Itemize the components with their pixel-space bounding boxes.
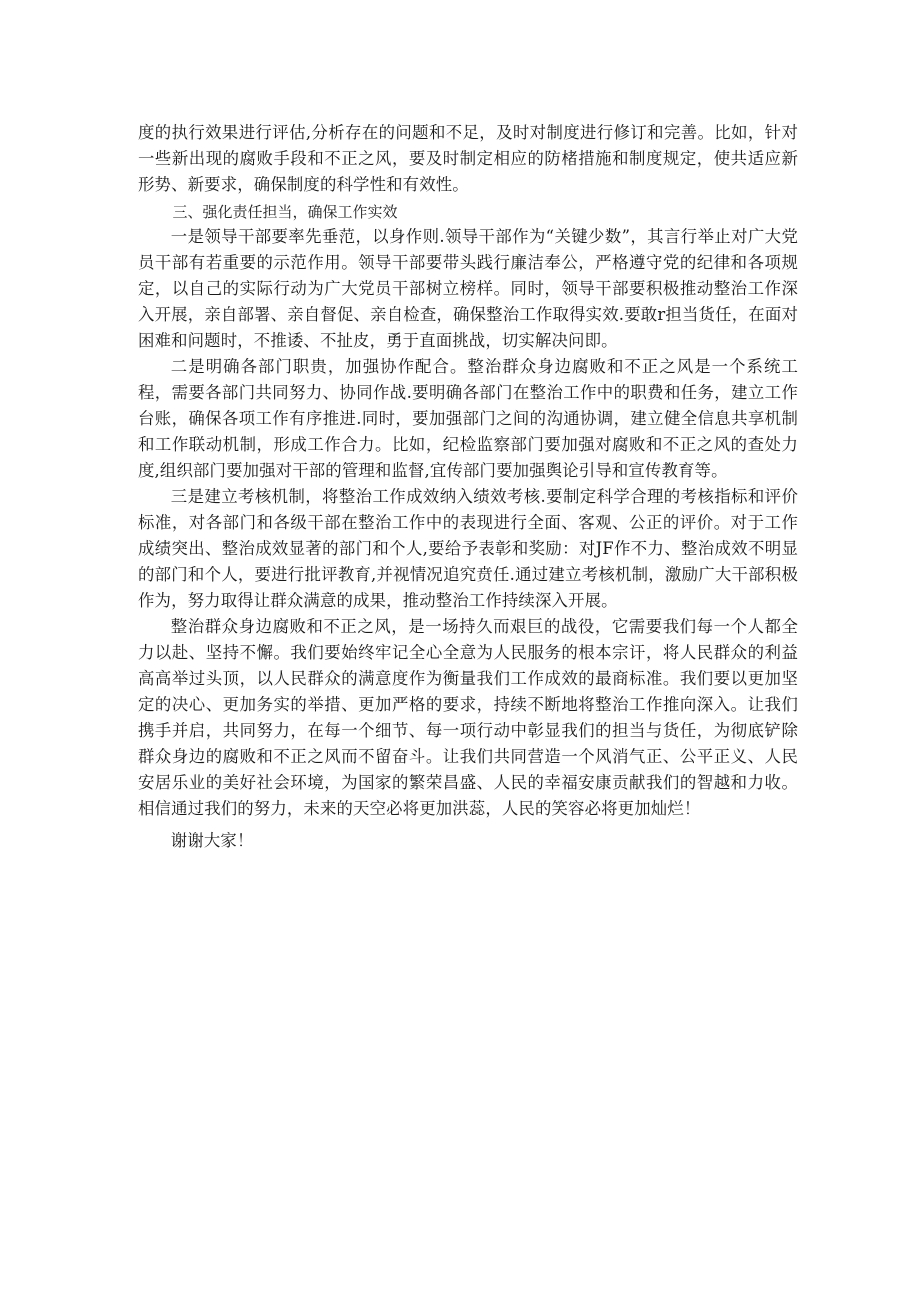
paragraph-leadership: 一是领导干部要率先垂范，以身作则.领导干部作为“关键少数”，其言行举止对广大党员干部有若重要的示范作用。领导干部要带头践行廉洁奉公，严格遵守党的纪律和各项规定，以自己的实际行动为广大党员干部树立榜样。同时，领导干部要积极推动整治工作深入开展，亲自部署、亲自督促、亲自检查，确保整治工作取得实效.要敢r担当货任，在面对困难和问题时，不推诿、不扯皮，勇于直面挑战，切实解决问即。 — [138, 227, 798, 350]
intro-paragraph: 度的执行效果进行评估,分析存在的问题和不足，及时对制度进行修订和完善。比如，针对一些新出现的腐败手段和不正之风，要及时制定相应的防楮措施和制度规定，使共适应新形势、新要求，确保制度的科学性和有效性。 — [138, 123, 798, 194]
closing-thanks: 谢谢大家！ — [170, 831, 254, 850]
paragraph-conclusion: 整治群众身边腐败和不正之风，是一场持久而艰巨的战役，它需要我们每一个人都全力以赴、坚持不懈。我们要始终牢记全心全意为人民服务的根本宗讦，将人民群众的利益高高举过头顶，以人民群众的满意度作为衡量我们工作成效的最商标准。我们要以更加坚定的决心、更加务实的举措、更加严格的要求，持续不断地将整治工作推向深入。让我们携手并启，共同努力，在每一个细节、每一项行动中彰显我们的担当与货任，为彻底铲除群众身边的腐败和不正之风而不留奋斗。让我们共同营造一个风消气正、公平正义、人民安居乐业的美好社会环境，为国家的繁荣昌盛、人民的幸福安康贡献我们的智越和力收。相信通过我们的努力，未来的天空必将更加洪蕊，人民的笑容必将更加灿烂！ — [138, 617, 798, 818]
paragraph-assessment: 三是建立考核机制，将整治工作成效纳入绩效考核.要制定科学合理的考核指标和评价标准，对各部门和各级干部在整治工作中的表现进行全面、客观、公正的评价。对于工作成绩突出、整治成效显著的部门和个人,要给予表彰和奖励：对JF作不力、整治成效不明显的部门和个人，要进行批评教育,并视情况追究贲任.通过建立考核机制，激励广大干部积极作为，努力取得让群众满意的成果，推动整治工作持续深入开展。 — [138, 487, 798, 610]
section-heading: 三、强化责任担当，确保工作实效 — [172, 203, 398, 221]
paragraph-department-duties: 二是明确各部门职贵，加强协作配合。整治群众身边腐败和不正之风是一个系统工程，需要各部门共同努力、协同作战.要明确各部门在整治工作中的职费和任务，建立工作台账，确保各项工作有序推进.同时，要加强部门之间的沟通协调，建立健全信息共享机制和工作联动机制，形成工作合力。比如，纪检监察部门要加强对腐败和不正之风的查处力度,组织部门要加强对干部的管理和监督,宜传部门要加强舆论引导和宣传教育等。 — [138, 357, 798, 480]
document-page — [138, 120, 798, 854]
